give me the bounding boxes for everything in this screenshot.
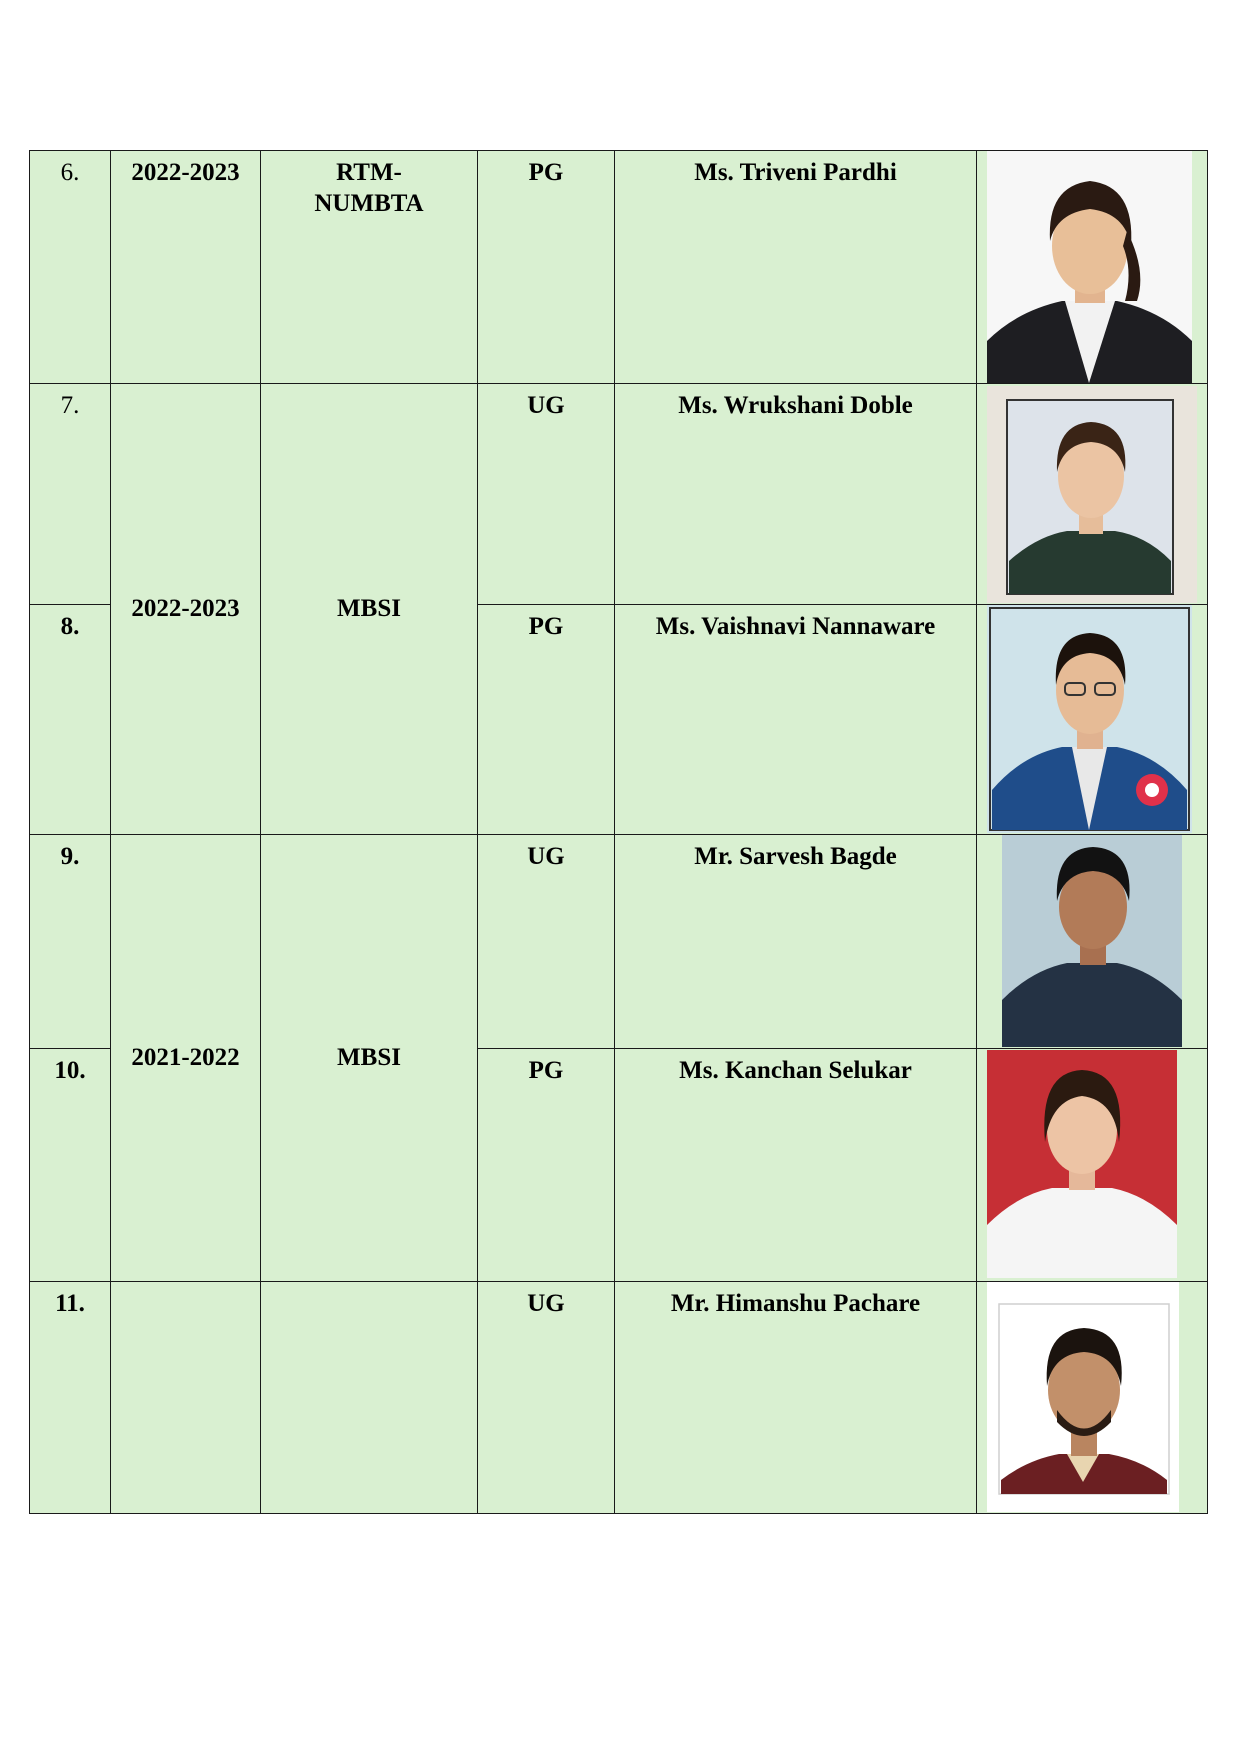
level-cell: PG xyxy=(478,151,615,384)
serial-number: 6. xyxy=(30,151,111,384)
student-photo-icon xyxy=(987,151,1192,383)
student-photo-icon xyxy=(987,1282,1179,1512)
serial-number: 9. xyxy=(30,835,111,1049)
student-name: Ms. Wrukshani Doble xyxy=(615,384,977,605)
student-name: Ms. Triveni Pardhi xyxy=(615,151,977,384)
year-cell: 2021-2022 xyxy=(111,835,261,1282)
table-row xyxy=(30,1282,1208,1514)
year-cell: 2022-2023 xyxy=(111,384,261,835)
photo-cell xyxy=(977,605,1208,835)
serial-number: 11. xyxy=(30,1282,111,1514)
student-name: Ms. Vaishnavi Nannaware xyxy=(615,605,977,835)
student-photo-icon xyxy=(1002,835,1182,1047)
photo-cell xyxy=(977,1282,1208,1514)
organization-cell xyxy=(261,151,478,384)
year-cell: 2022-2023 xyxy=(111,151,261,384)
photo-cell xyxy=(977,1049,1208,1282)
photo-cell xyxy=(977,835,1208,1049)
student-photo-icon xyxy=(987,1050,1177,1278)
year-cell xyxy=(111,1282,261,1514)
level-cell: PG xyxy=(478,1049,615,1282)
student-photo-icon xyxy=(987,605,1192,833)
serial-number: 7. xyxy=(30,384,111,605)
student-photo-icon xyxy=(987,386,1197,603)
level-cell: UG xyxy=(478,1282,615,1514)
student-name: Ms. Kanchan Selukar xyxy=(615,1049,977,1282)
organization-cell: MBSI xyxy=(261,384,478,835)
table-row xyxy=(30,835,1208,1049)
level-cell: UG xyxy=(478,384,615,605)
awards-table xyxy=(29,150,1208,1514)
organization-cell xyxy=(261,1282,478,1514)
level-cell: UG xyxy=(478,835,615,1049)
student-name: Mr. Himanshu Pachare xyxy=(615,1282,977,1514)
serial-number: 8. xyxy=(30,605,111,835)
table-row xyxy=(30,151,1208,384)
organization-cell: MBSI xyxy=(261,835,478,1282)
student-name: Mr. Sarvesh Bagde xyxy=(615,835,977,1049)
organization-line: RTM- xyxy=(336,159,402,186)
level-cell: PG xyxy=(478,605,615,835)
photo-cell xyxy=(977,384,1208,605)
serial-number: 10. xyxy=(30,1049,111,1282)
photo-cell xyxy=(977,151,1208,384)
organization-line: NUMBTA xyxy=(314,190,424,218)
table-row xyxy=(30,384,1208,605)
